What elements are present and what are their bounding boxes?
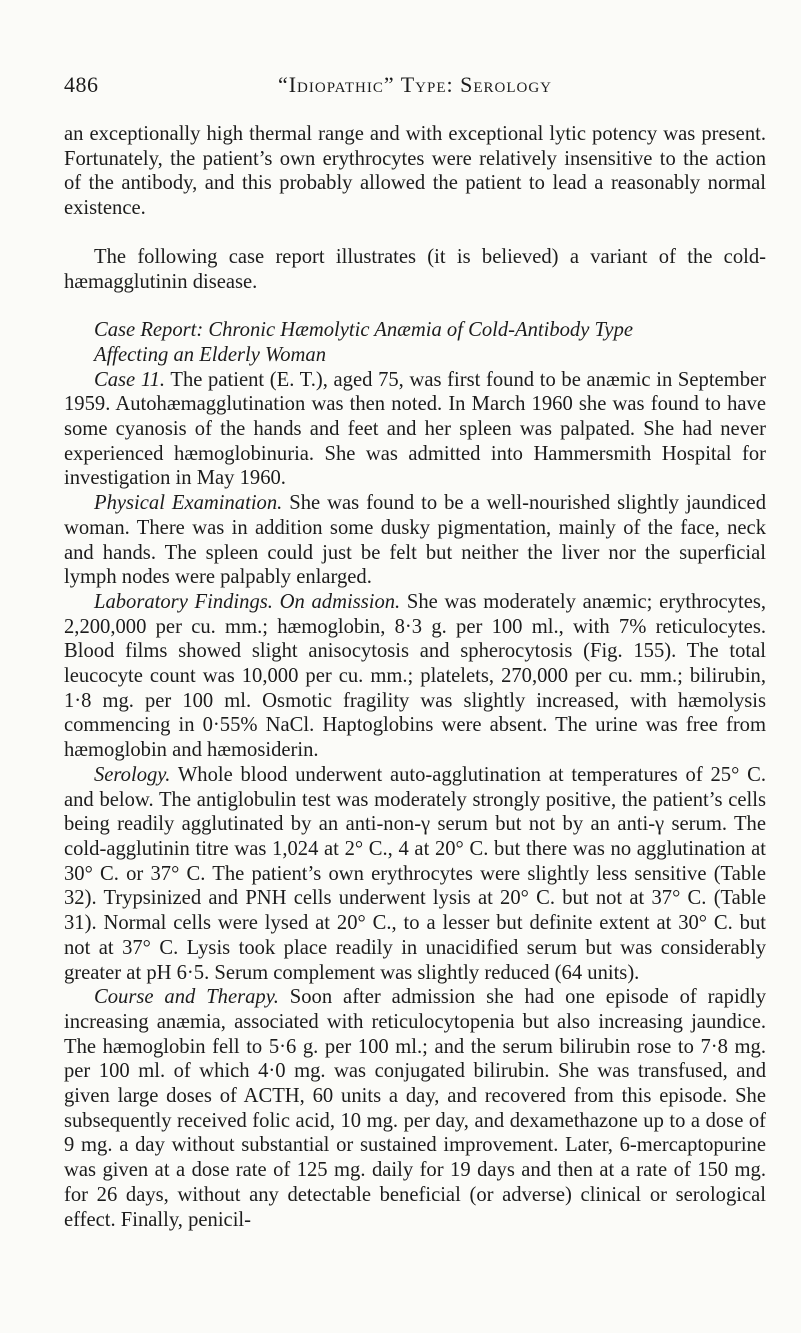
laboratory-findings-paragraph — [64, 590, 766, 763]
paragraph-intro: The following case report illustrates (it is believed) a variant of the cold-hæmagglutinin disease. — [64, 245, 766, 293]
running-head-title: “Idiopathic” Type: Serology — [277, 72, 553, 97]
running-head — [64, 72, 766, 106]
case-report-heading-line2: Affecting an Elderly Woman — [94, 343, 327, 366]
laboratory-findings-lead: Laboratory Findings. On admission. — [94, 590, 401, 613]
course-therapy-text: Soon after admission she had one episode of rapidly increasing anæmia, associated with reticulocytopenia but also increasing jaundice. The hæmoglobin fell to 5·6 g. per 100 ml.; and the serum bilirubin rose to 7·8 mg. per 100 ml. of which 4·0 mg. was conjugated bilirubin. She was transfused, and given large doses of ACTH, 60 units a day, and recovered from this episode. She subsequently received folic acid, 10 mg. per day, and dexamethazone up to a dose of 9 mg. a day without substantial or sustained improvement. Later, 6-mercaptopurine was given at a dose rate of 125 mg. daily for 19 days and then at a rate of 150 mg. for 26 days, without any detectable beneficial (or adverse) clinical or serological effect. Finally, penicil- — [64, 986, 766, 1231]
page-number: 486 — [64, 72, 99, 97]
serology-text: Whole blood underwent auto-agglutination at temperatures of 25° C. and below. The antiglobulin test was moderately strongly positive, the patient’s cells being readily agglutinated by an anti-non-γ serum but not by an anti-γ serum. The cold-agglutinin titre was 1,024 at 2° C., 4 at 20° C. but there was no agglutination at 30° C. or 37° C. The patient’s own erythrocytes were slightly less sensitive (Table 32). Trypsinized and PNH cells underwent lysis at 20° C. but not at 37° C. (Table 31). Normal cells were lysed at 20° C., to a lesser but definite extent at 30° C. but not at 37° C. Lysis took place readily in unacidified serum but was considerably greater at pH 6·5. Serum complement was slightly reduced (64 units). — [64, 763, 766, 984]
serology-paragraph — [64, 763, 766, 985]
serology-lead: Serology. — [94, 763, 171, 786]
physical-examination-text: She was found to be a well-nourished slightly jaundiced woman. There was in addition some dusky pigmentation, mainly of the face, neck and hands. The spleen could just be felt but neither the liver nor the superficial lymph nodes were palpably enlarged. — [64, 492, 766, 589]
physical-examination-paragraph — [64, 491, 766, 590]
case-text: The patient (E. T.), aged 75, was first found to be anæmic in September 1959. Autohæmagglutination was then noted. In March 1960 she was found to have some cyanosis of the hands and feet and her spleen was palpated. She had never experienced hæmoglobinuria. She was admitted into Hammersmith Hospital for investigation in May 1960. — [64, 368, 766, 490]
paragraph-continuation: an exceptionally high thermal range and with exceptional lytic potency was present. Fortunately, the patient’s own erythrocytes were relatively insensitive to the action of the antibody, and this probably allowed the patient to lead a reasonably normal existence. — [64, 123, 766, 220]
case-lead: Case 11. — [94, 368, 166, 391]
course-therapy-paragraph — [64, 985, 766, 1232]
course-therapy-lead: Course and Therapy. — [94, 986, 279, 1009]
laboratory-findings-text: She was moderately anæmic; erythrocytes, 2,200,000 per cu. mm.; hæmoglobin, 8·3 g. per 100 ml., with 7% reticulocytes. Blood films showed slight anisocytosis and spherocytosis (Fig. 155). The total leucocyte count was 10,000 per cu. mm.; platelets, 270,000 per cu. mm.; bilirubin, 1·8 mg. per 100 ml. Osmotic fragility was slightly increased, with hæmolysis commencing in 0·55% NaCl. Haptoglobins were absent. The urine was free from hæmoglobin and hæmosiderin. — [64, 590, 766, 762]
case-paragraph — [64, 368, 766, 492]
physical-examination-lead: Physical Examination. — [94, 492, 283, 515]
body-text — [64, 122, 766, 1232]
book-page — [64, 72, 766, 1232]
case-report-heading-line1: Case Report: Chronic Hæmolytic Anæmia of Cold-Antibody Type — [94, 319, 634, 342]
